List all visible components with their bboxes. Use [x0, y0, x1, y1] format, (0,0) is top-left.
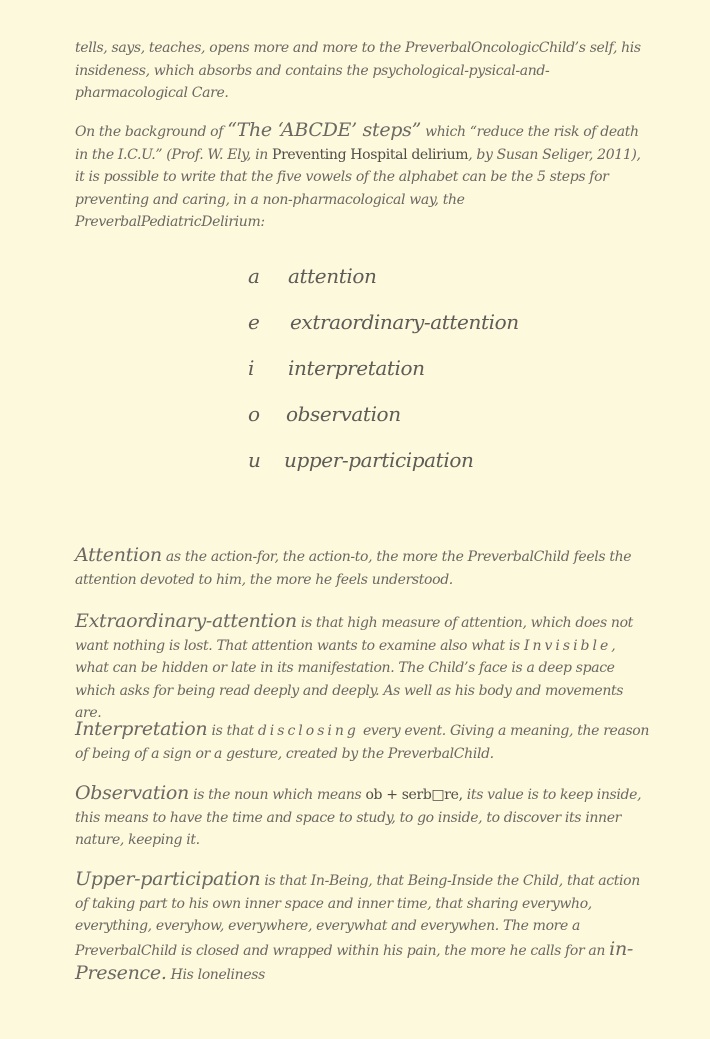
intro-text: tells, says, teaches, opens more and more to the PreverbalOncologicChild’s self, his insideness, which absorbs and contains the psychological-pysical-and-pharmacological Care. — [75, 40, 641, 101]
abcde-steps-title: “The ‘ABCDE’ steps” — [227, 119, 422, 141]
observation-text-2: its value is to keep inside, this means to have the time and space to study, to go inside, to discover its inner nature, keeping it. — [75, 787, 642, 848]
book-title: Preventing Hospital delirium — [272, 146, 469, 163]
vowel-step-u — [248, 448, 568, 494]
vowel-step-o — [248, 402, 568, 448]
observation-term: Observation — [75, 782, 189, 804]
vowel-word: observation — [286, 402, 401, 426]
steps-intro-tail: , by Susan Seliger, 2011), it is possible to write that the five vowels of the alphabet can be the 5 steps for preventing and caring, in a non-pharmacological way, — [75, 146, 641, 208]
invisible-word: Invisible, — [523, 637, 619, 654]
vowel-step-a — [248, 264, 568, 310]
vowel-letter: u — [248, 448, 261, 472]
vowel-letter: o — [248, 402, 260, 426]
attention-definition — [75, 544, 650, 591]
steps-intro-lead: On the background of — [75, 124, 228, 140]
extraordinary-attention-text-2: what can be hidden or late in its manifestation. The Child’s face is a deep space which asks for being read deeply and deeply. As well as his body and movements are. — [75, 660, 624, 721]
steps-intro-subject: the PreverbalPediatricDelirium: — [75, 191, 465, 230]
in-presence-word: in-Presence. — [75, 937, 634, 984]
extraordinary-attention-text-1: is that high measure of attention, which does not want nothing is lost. That attention wants to examine also what is — [75, 615, 633, 654]
disclosing-word: disclosing — [257, 723, 359, 739]
extraordinary-attention-definition — [75, 610, 650, 725]
vowel-letter: i — [248, 356, 254, 380]
latin-etymology: ob + serb□re, — [365, 787, 463, 803]
upper-participation-definition — [75, 868, 650, 987]
vowel-step-e — [248, 310, 568, 356]
intro-paragraph — [75, 37, 650, 105]
vowel-letter: e — [248, 310, 260, 334]
vowel-step-i — [248, 356, 568, 402]
vowel-word: interpretation — [288, 356, 425, 380]
steps-intro-paragraph — [75, 119, 650, 234]
interpretation-definition — [75, 718, 650, 765]
upper-participation-term: Upper-participation — [75, 868, 261, 890]
vowel-letter: a — [248, 264, 260, 288]
upper-participation-text-1: is that In-Being, that Being-Inside the Child, that action of taking part to his own inner space and inner time, that sharing everywho, everything, everyhow, everywhere, everywhat and everywhen. The more a PreverbalChild is closed and wrapped within his pain, the more he calls for an — [75, 873, 640, 959]
vowel-word: extraordinary-attention — [290, 310, 519, 334]
attention-text: as the action-for, the action-to, the more the PreverbalChild feels the attention devoted to him, the more he feels understood. — [75, 549, 632, 588]
observation-text-1: is the noun which means — [188, 787, 366, 803]
vowel-word: upper-participation — [284, 448, 474, 472]
steps-intro-mid: which “reduce the risk of death in the I.C.U.” (Prof. W. Ely, in — [75, 124, 639, 163]
extraordinary-attention-term: Extraordinary-attention — [75, 610, 297, 632]
attention-term: Attention — [75, 544, 162, 566]
interpretation-term: Interpretation — [75, 718, 208, 740]
vowel-steps-list — [248, 264, 568, 494]
upper-participation-text-2: His loneliness — [166, 967, 265, 983]
interpretation-text-2: every event. Giving a meaning, the reason of being of a sign or a gesture, created by the PreverbalChild. — [75, 723, 650, 762]
interpretation-text-1: is that — [207, 723, 258, 739]
observation-definition — [75, 782, 650, 852]
vowel-word: attention — [288, 264, 377, 288]
